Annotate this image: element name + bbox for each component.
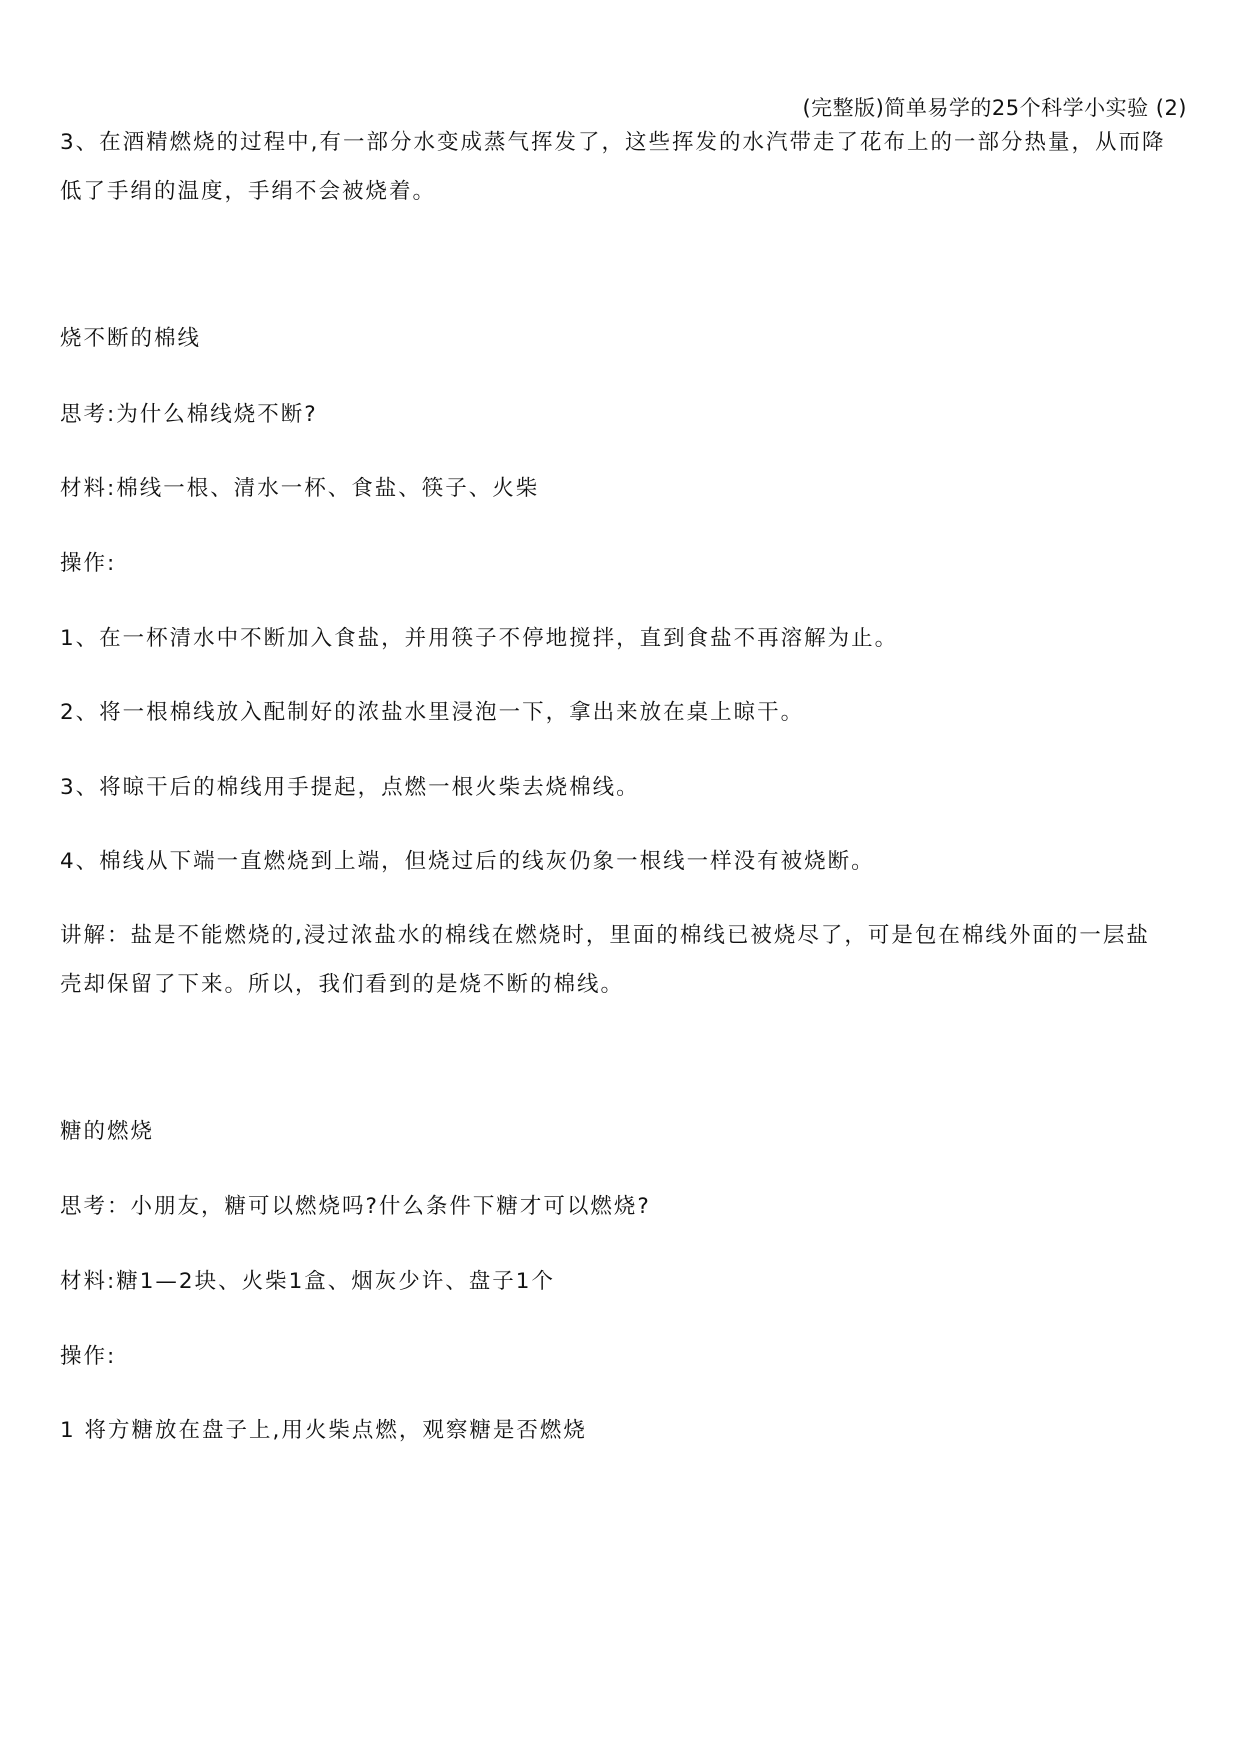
paragraph-line: 思考:为什么棉线烧不断?	[60, 402, 318, 427]
paragraph-line: 操作:	[60, 551, 117, 576]
paragraph-line: 讲解：盐是不能燃烧的,浸过浓盐水的棉线在燃烧时，里面的棉线已被烧尽了，可是包在棉线外面的一层盐	[60, 923, 1150, 948]
paragraph-line: 材料:棉线一根、清水一杯、食盐、筷子、火柴	[60, 476, 540, 501]
paragraph-line: 低了手绢的温度，手绢不会被烧着。	[60, 179, 437, 204]
paragraph-line: 3、在酒精燃烧的过程中,有一部分水变成蒸气挥发了，这些挥发的水汽带走了花布上的一部分热量，从而降	[60, 130, 1166, 155]
paragraph-line: 1、在一杯清水中不断加入食盐，并用筷子不停地搅拌，直到食盐不再溶解为止。	[60, 626, 899, 651]
section-title-sugar-burning: 糖的燃烧	[60, 1119, 155, 1144]
paragraph-line: 壳却保留了下来。所以，我们看到的是烧不断的棉线。	[60, 972, 625, 997]
page-header-title: (完整版)简单易学的25个科学小实验 (2)	[802, 96, 1187, 120]
paragraph-line: 3、将晾干后的棉线用手提起，点燃一根火柴去烧棉线。	[60, 775, 640, 800]
paragraph-line: 材料:糖1—2块、火柴1盒、烟灰少许、盘子1个	[60, 1269, 555, 1294]
paragraph-line: 4、棉线从下端一直燃烧到上端，但烧过后的线灰仍象一根线一样没有被烧断。	[60, 849, 875, 874]
paragraph-line: 2、将一根棉线放入配制好的浓盐水里浸泡一下，拿出来放在桌上晾干。	[60, 700, 805, 725]
section-title-cotton-thread: 烧不断的棉线	[60, 326, 202, 351]
paragraph-line: 操作:	[60, 1344, 117, 1369]
paragraph-line: 思考：小朋友，糖可以燃烧吗?什么条件下糖才可以燃烧?	[60, 1194, 651, 1219]
paragraph-line: 1 将方糖放在盘子上,用火柴点燃，观察糖是否燃烧	[60, 1418, 587, 1443]
